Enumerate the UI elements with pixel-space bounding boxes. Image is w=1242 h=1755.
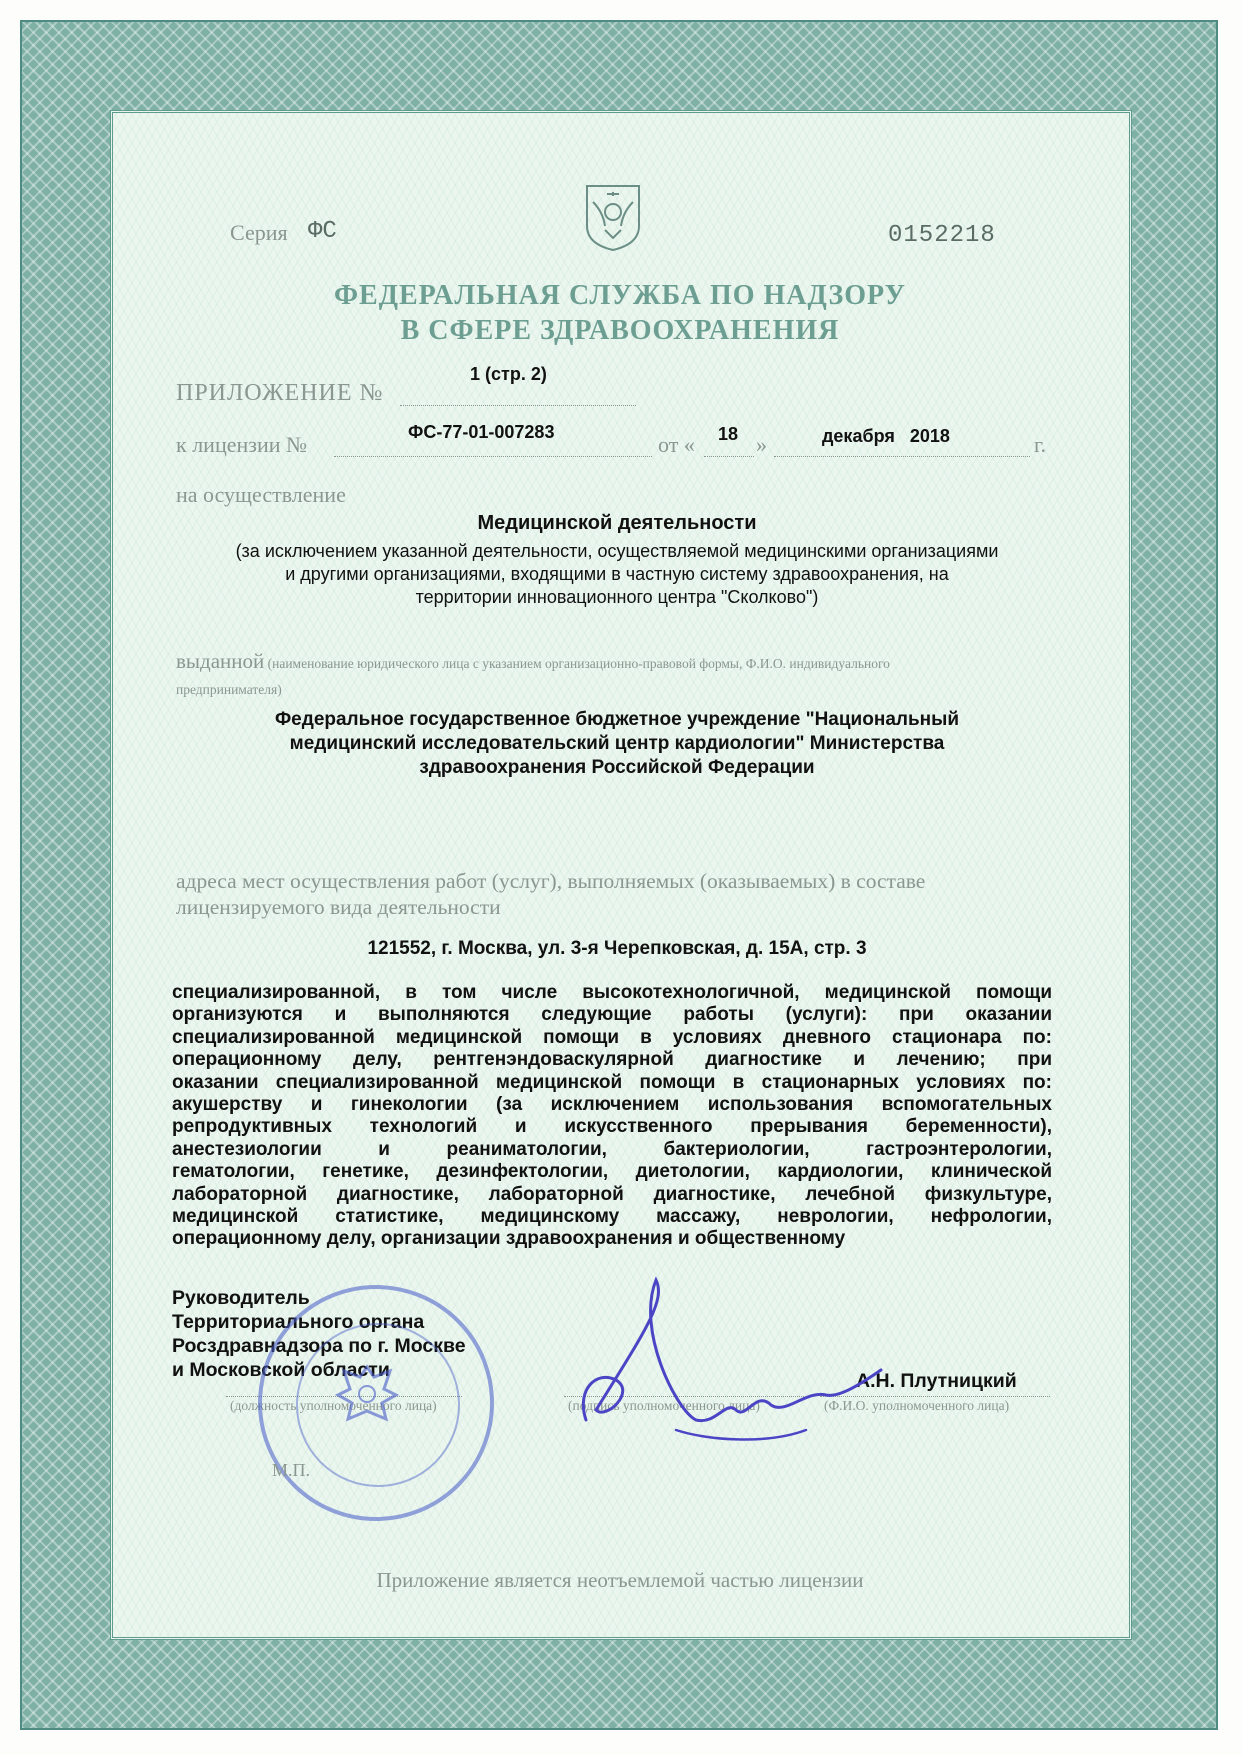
- org-line: здравоохранения Российской Федерации: [419, 757, 815, 778]
- series-value: ФС: [308, 218, 337, 245]
- series-label: Серия: [230, 220, 288, 245]
- issued-label: выданной: [176, 649, 265, 673]
- works-line: акушерству и гинекологии (за исключением использования вспомогательных: [172, 1094, 1052, 1116]
- signatory-title-line: и Московской области: [172, 1359, 390, 1381]
- clarification-line: (за исключением указанной деятельности, осуществляемой медицинскими организациями: [235, 541, 999, 561]
- signatory-title-line: Руководитель: [172, 1287, 310, 1309]
- signatory-title-line: Территориального органа: [172, 1311, 425, 1333]
- appendix-label: ПРИЛОЖЕНИЕ №: [176, 380, 384, 406]
- seal-label: М.П.: [272, 1460, 311, 1480]
- coat-of-arms-icon: [583, 182, 643, 252]
- works-line: медицинской статистике, медицинскому массажу, неврологии, нефрологии,: [172, 1206, 1052, 1228]
- organization-name: [172, 708, 1062, 780]
- signatory-title-line: Росздравнадзора по г. Москве: [172, 1335, 466, 1357]
- clarification-line: территории инновационного центра "Сколково"): [415, 587, 819, 607]
- activity-clarification: [172, 540, 1062, 609]
- year-suffix: г.: [1034, 432, 1047, 457]
- appendix-underline: [400, 405, 636, 406]
- clarification-line: и другими организациями, входящими в частную систему здравоохранения, на: [285, 564, 949, 584]
- seal-eagle-icon: [322, 1349, 412, 1439]
- works-line: операционному делу, рентгенэндоваскулярной диагностике и лечению; при: [172, 1049, 1052, 1071]
- license-underline: [334, 456, 652, 457]
- date-from-label: от «: [658, 432, 695, 457]
- serial-number: 0152218: [888, 222, 996, 249]
- issued-hint: (наименование юридического лица с указанием организационно-правовой формы, Ф.И.О. индивидуального: [267, 656, 890, 671]
- works-line: специализированной медицинской помощи в условиях дневного стационара по:: [172, 1026, 1052, 1048]
- license-label: к лицензии №: [176, 432, 307, 457]
- signatory-name: А.Н. Плутницкий: [856, 1370, 1017, 1392]
- works-text: [172, 982, 1052, 1251]
- agency-title-line1: ФЕДЕРАЛЬНАЯ СЛУЖБА ПО НАДЗОРУ: [333, 280, 907, 311]
- agency-title-line2: В СФЕРЕ ЗДРАВООХРАНЕНИЯ: [400, 315, 840, 346]
- works-line: оказании специализированной медицинской помощи в стационарных условиях по:: [172, 1071, 1052, 1093]
- works-line: гематологии, генетике, дезинфектологии, диетологии, кардиологии, клинической: [172, 1161, 1052, 1183]
- works-line: лабораторной диагностике, лабораторной диагностике, лечебной физкультуре,: [172, 1183, 1052, 1205]
- works-line: репродуктивных технологий и искусственного прерывания беременности),: [172, 1116, 1052, 1138]
- caption-name: (Ф.И.О. уполномоченного лица): [824, 1398, 1010, 1413]
- handwritten-signature: [566, 1270, 886, 1460]
- address-value: 121552, г. Москва, ул. 3-я Черепковская, д. 15А, стр. 3: [367, 938, 867, 959]
- license-month-year: декабря 2018: [822, 426, 950, 446]
- address-label-line: лицензируемого вида деятельности: [176, 895, 501, 919]
- works-line: анестезиологии и реаниматологии, бактериологии, гастроэнтерологии,: [172, 1138, 1052, 1160]
- activity-name: Медицинской деятельности: [477, 512, 757, 534]
- issued-block: [176, 648, 1056, 703]
- issued-hint-cont: предпринимателя): [176, 682, 282, 697]
- works-line: специализированной, в том числе высокотехнологичной, медицинской помощи: [172, 982, 1052, 1003]
- month-underline: [774, 456, 1030, 457]
- date-quote-close: »: [756, 432, 767, 457]
- caption-position: (должность уполномоченного лица): [230, 1398, 437, 1413]
- footer-note: Приложение является неотъемлемой частью лицензии: [376, 1568, 864, 1592]
- org-line: Федеральное государственное бюджетное учреждение "Национальный: [274, 709, 960, 730]
- day-underline: [704, 456, 754, 457]
- appendix-number: 1 (стр. 2): [470, 364, 547, 384]
- works-line: операционному делу, организации здравоохранения и общественному: [172, 1228, 846, 1250]
- purpose-label: на осуществление: [176, 482, 346, 507]
- caption-signature: (подпись уполномоченного лица): [568, 1398, 760, 1413]
- address-label: [176, 868, 1056, 920]
- license-day: 18: [718, 424, 739, 444]
- works-line: организуются и выполняются следующие работы (услуги): при оказании: [172, 1004, 1052, 1026]
- org-line: медицинский исследовательский центр кардиологии" Министерства: [289, 733, 945, 754]
- address-label-line: адреса мест осуществления работ (услуг), выполняемых (оказываемых) в составе: [176, 869, 926, 893]
- official-seal: [258, 1285, 494, 1521]
- license-number: ФС-77-01-007283: [408, 422, 555, 442]
